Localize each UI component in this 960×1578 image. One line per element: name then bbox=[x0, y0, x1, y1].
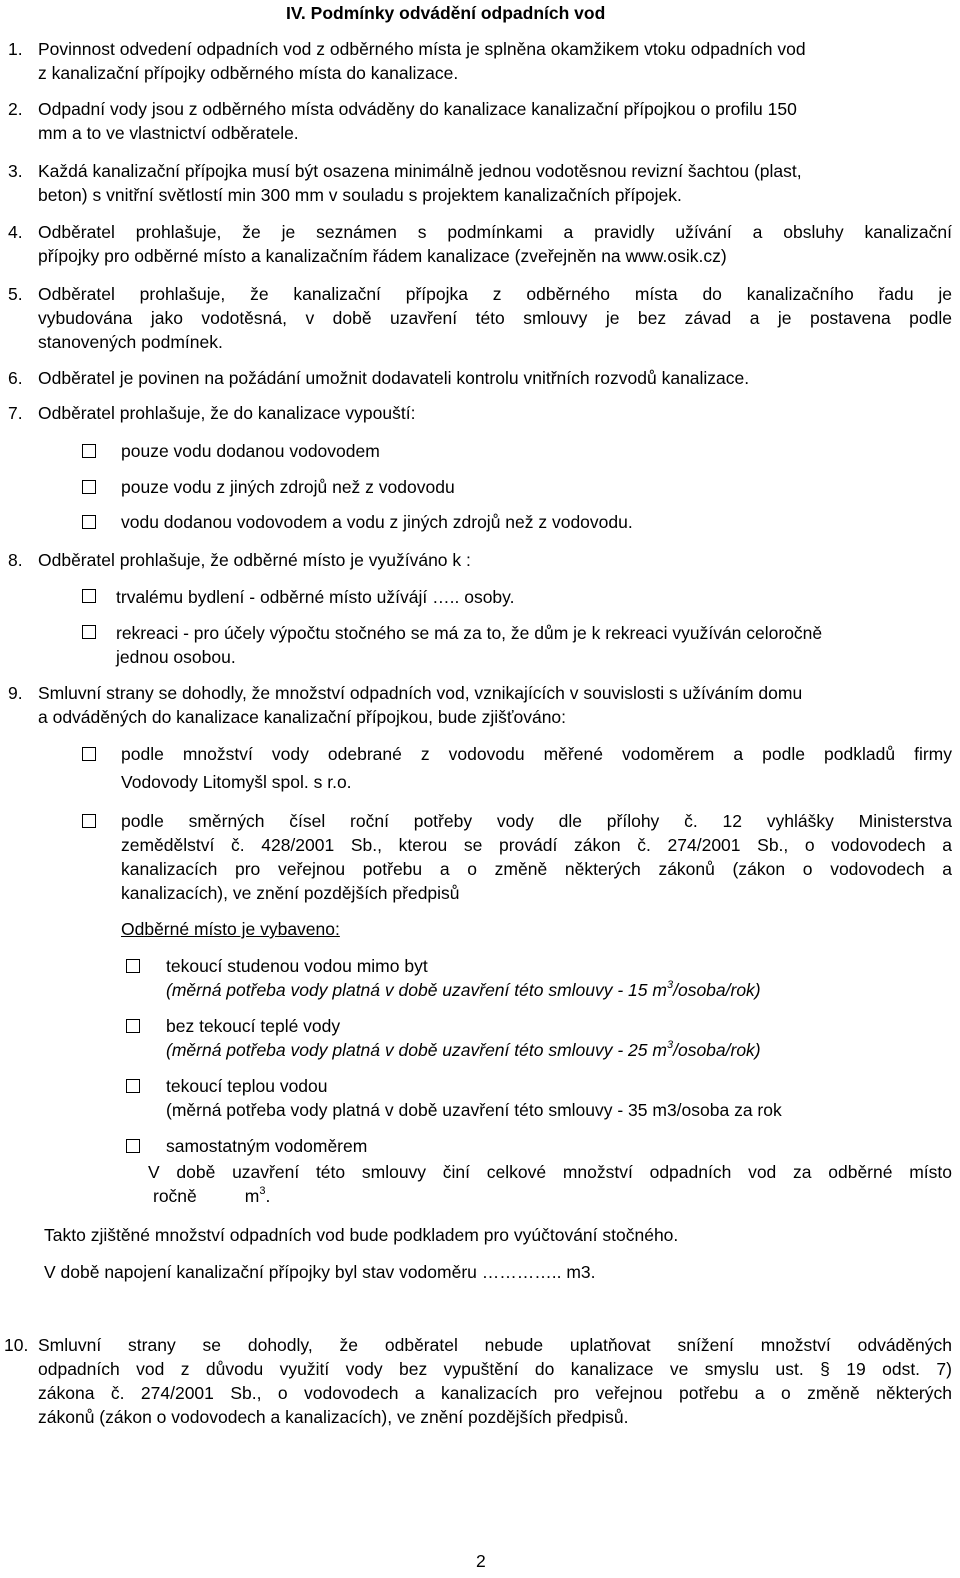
option-label: trvalému bydlení - odběrné místo užívájí ….. osoby. bbox=[116, 587, 515, 607]
item-number: 3. bbox=[8, 161, 23, 181]
option-label: podle směrných čísel roční potřeby vody dle přílohy č. 12 vyhlášky Ministerstva bbox=[121, 811, 952, 831]
page-number: 2 bbox=[476, 1551, 486, 1571]
checkbox-cold-water-outside[interactable] bbox=[126, 959, 140, 973]
item-text-line: zákonů (zákon o vodovodech a kanalizacích), ve znění pozdějších předpisů. bbox=[38, 1407, 629, 1427]
equipment-note: (měrná potřeba vody platná v době uzavření této smlouvy - 15 $m^3/osoba/rok$) bbox=[166, 979, 761, 1000]
item-number: 2. bbox=[8, 99, 23, 119]
item-text-line: a odváděných do kanalizace kanalizační přípojkou, bude zjišťováno: bbox=[38, 707, 567, 727]
option-label: kanalizacích pro veřejnou potřebu a o změně některých zákonů (zákon o vodovodech a bbox=[121, 859, 952, 879]
checkbox-metered-consumption[interactable] bbox=[82, 747, 96, 761]
option-label: pouze vodu dodanou vodovodem bbox=[121, 441, 380, 461]
item-text-line: z kanalizační přípojky odběrného místa do kanalizace. bbox=[38, 63, 459, 83]
item-text-line: odpadních vod z důvodu využití vody bez vypuštění do kanalizace ve smyslu ust. § 19 odst. 7) bbox=[38, 1359, 952, 1379]
item-text-line: Odběratel je povinen na požádání umožnit dodavateli kontrolu vnitřních rozvodů kanalizace. bbox=[38, 368, 750, 388]
checkbox-water-both[interactable] bbox=[82, 515, 96, 529]
item-text-line: Odběratel prohlašuje, že je seznámen s podmínkami a pravidly užívání a obsluhy kanalizační bbox=[38, 222, 952, 242]
checkbox-water-other-sources[interactable] bbox=[82, 480, 96, 494]
item-text-line: Odběratel prohlašuje, že do kanalizace vypouští: bbox=[38, 403, 416, 423]
option-label: podle množství vody odebrané z vodovodu měřené vodoměrem a podle podkladů firmy bbox=[121, 744, 952, 764]
item-number: 7. bbox=[8, 403, 23, 423]
item-text-line: Odpadní vody jsou z odběrného místa odváděny do kanalizace kanalizační přípojkou o profilu 150 bbox=[38, 99, 797, 119]
item-text-line: Smluvní strany se dohodly, že množství odpadních vod, vznikajících v souvislosti s užíváním domu bbox=[38, 683, 803, 703]
item-text-line: Odběratel prohlašuje, že odběrné místo je využíváno k : bbox=[38, 550, 471, 570]
equipment-name: samostatným vodoměrem bbox=[166, 1136, 368, 1156]
item-text-line: stanovených podmínek. bbox=[38, 332, 223, 352]
item-number: 8. bbox=[8, 550, 23, 570]
item-number: 10. bbox=[4, 1335, 29, 1355]
item-text-line: Odběratel prohlašuje, že kanalizační přípojka z odběrného místa do kanalizačního řadu je bbox=[38, 284, 952, 304]
checkbox-hot-water[interactable] bbox=[126, 1079, 140, 1093]
checkbox-permanent-residence[interactable] bbox=[82, 589, 96, 603]
item-text-line: zákona č. 274/2001 Sb., o vodovodech a kanalizacích pro veřejnou potřebu a o změně některých bbox=[38, 1383, 952, 1403]
item-number: 4. bbox=[8, 222, 23, 242]
option-label: jednou osobou. bbox=[116, 647, 236, 667]
item-number: 1. bbox=[8, 39, 23, 59]
item-text-line: přípojky pro odběrné místo a kanalizačním řádem kanalizace (zveřejněn na www.osik.cz) bbox=[38, 246, 727, 266]
equipment-name: tekoucí teplou vodou bbox=[166, 1076, 328, 1096]
meter-state-text: V době napojení kanalizační přípojky byl stav vodoměru ………….. m3. bbox=[44, 1262, 596, 1282]
checkbox-standard-figures[interactable] bbox=[82, 814, 96, 828]
option-label: rekreaci - pro účely výpočtu stočného se má za to, že dům je k rekreaci využíván celoročně bbox=[116, 623, 823, 643]
item-text-line: Smluvní strany se dohodly, že odběratel nebude uplatňovat snížení množství odváděných bbox=[38, 1335, 952, 1355]
item-text-line: vybudována jako vodotěsná, v době uzavření této smlouvy je bez závad a je postavena podle bbox=[38, 308, 952, 328]
equipment-note: (měrná potřeba vody platná v době uzavření této smlouvy - 35 m3/osoba za rok bbox=[166, 1100, 782, 1120]
checkbox-recreation[interactable] bbox=[82, 625, 96, 639]
option-label: Vodovody Litomyšl spol. s r.o. bbox=[121, 772, 352, 792]
option-label: zemědělství č. 428/2001 Sb., kterou se provádí zákon č. 274/2001 Sb., o vodovodech a bbox=[121, 835, 952, 855]
item-text-line: mm a to ve vlastnictví odběratele. bbox=[38, 123, 299, 143]
total-volume-line: ročně $m^3$. bbox=[153, 1185, 271, 1206]
section-heading: IV. Podmínky odvádění odpadních vod bbox=[286, 3, 606, 23]
option-label: vodu dodanou vodovodem a vodu z jiných zdrojů než z vodovodu. bbox=[121, 512, 633, 532]
option-label: kanalizacích), ve znění pozdějších předpisů bbox=[121, 883, 460, 903]
item-text-line: beton) s vnitřní světlostí min 300 mm v souladu s projektem kanalizačních přípojek. bbox=[38, 185, 682, 205]
option-label: pouze vodu z jiných zdrojů než z vodovodu bbox=[121, 477, 455, 497]
checkbox-no-hot-water[interactable] bbox=[126, 1019, 140, 1033]
item-number: 5. bbox=[8, 284, 23, 304]
equipment-name: bez tekoucí teplé vody bbox=[166, 1016, 341, 1036]
equipment-note: (měrná potřeba vody platná v době uzavření této smlouvy - 25 $m^3/osoba/rok$) bbox=[166, 1039, 761, 1060]
item-text-line: Každá kanalizační přípojka musí být osazena minimálně jednou vodotěsnou revizní šachtou (plast, bbox=[38, 161, 802, 181]
item-text-line: Povinnost odvedení odpadních vod z odběrného místa je splněna okamžikem vtoku odpadních vod bbox=[38, 39, 806, 59]
equipped-label: Odběrné místo je vybaveno: bbox=[121, 919, 340, 939]
billing-basis-text: Takto zjištěné množství odpadních vod bude podkladem pro vyúčtování stočného. bbox=[44, 1225, 679, 1245]
checkbox-water-from-mains[interactable] bbox=[82, 444, 96, 458]
total-volume-line: V době uzavření této smlouvy činí celkové množství odpadních vod za odběrné místo bbox=[148, 1162, 952, 1182]
checkbox-separate-meter[interactable] bbox=[126, 1139, 140, 1153]
item-number: 6. bbox=[8, 368, 23, 388]
equipment-name: tekoucí studenou vodou mimo byt bbox=[166, 956, 428, 976]
item-number: 9. bbox=[8, 683, 23, 703]
